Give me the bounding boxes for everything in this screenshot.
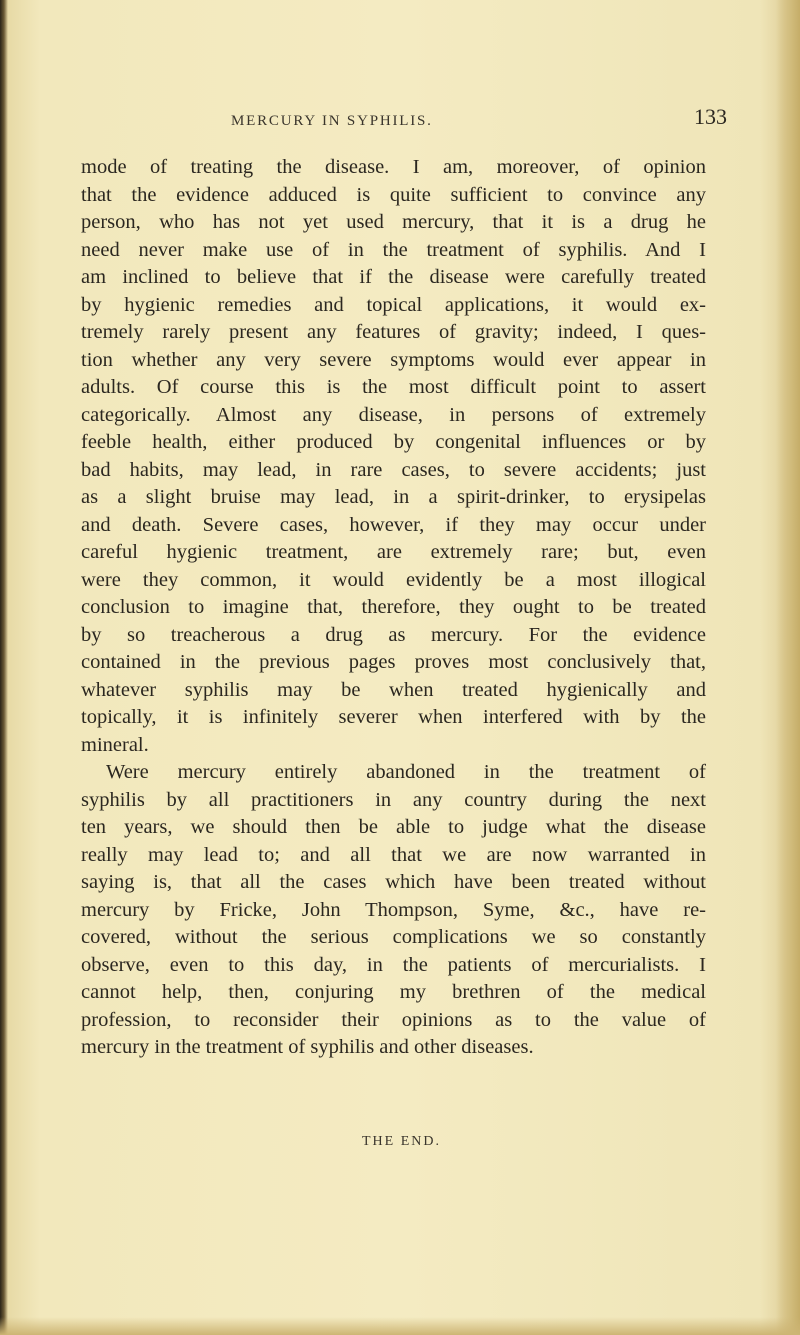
text-line: conclusion to imagine that, therefore, they ought to be treated <box>81 596 706 618</box>
text-line: observe, even to this day, in the patients of mercurialists. I <box>81 953 706 976</box>
text-line: tremely rarely present any features of gravity; indeed, I ques- <box>81 321 706 343</box>
text-line: by hygienic remedies and topical applications, it would ex- <box>81 293 706 316</box>
text-line: mercury in the treatment of syphilis and other diseases. <box>81 1036 534 1058</box>
text-line: ten years, we should then be able to judge what the disease <box>81 816 706 838</box>
text-line: and death. Severe cases, however, if they may occur under <box>81 513 706 536</box>
text-line: mineral. <box>81 733 149 756</box>
text-line: by so treacherous a drug as mercury. For the evidence <box>81 623 706 646</box>
text-line: cannot help, then, conjuring my brethren of the medical <box>81 981 706 1003</box>
text-line: syphilis by all practitioners in any country during the next <box>81 788 706 811</box>
text-line: tion whether any very severe symptoms would ever appear in <box>81 348 706 371</box>
text-line: covered, without the serious complications we so constantly <box>81 926 706 948</box>
text-line: person, who has not yet used mercury, that it is a drug he <box>81 211 706 233</box>
text-line: careful hygienic treatment, are extremely rare; but, even <box>81 541 706 563</box>
text-line: really may lead to; and all that we are now warranted in <box>81 843 706 866</box>
text-line: contained in the previous pages proves most conclusively that, <box>81 651 706 673</box>
running-head: MERCURY IN SYPHILIS. <box>231 113 433 129</box>
text-line: that the evidence adduced is quite sufficient to convince any <box>81 183 706 206</box>
text-line: Were mercury entirely abandoned in the treatment of <box>106 761 706 783</box>
text-line: mercury by Fricke, John Thompson, Syme, &c., have re- <box>81 898 706 921</box>
page-number: 133 <box>694 104 727 129</box>
text-line: adults. Of course this is the most difficult point to assert <box>81 376 706 398</box>
text-line: feeble health, either produced by congenital influences or by <box>81 431 706 453</box>
page-bottom-shadow <box>0 1317 800 1335</box>
text-line: topically, it is infinitely severer when interfered with by the <box>81 706 706 728</box>
text-line: profession, to reconsider their opinions as to the value of <box>81 1008 706 1031</box>
text-line: as a slight bruise may lead, in a spirit-drinker, to erysipelas <box>81 486 706 508</box>
page-edge-shadow <box>776 0 800 1335</box>
text-line: bad habits, may lead, in rare cases, to severe accidents; just <box>81 458 706 481</box>
text-line: am inclined to believe that if the disease were carefully treated <box>81 266 706 288</box>
text-line: were they common, it would evidently be a most illogical <box>81 568 706 591</box>
text-line: mode of treating the disease. I am, moreover, of opinion <box>81 156 706 178</box>
text-line: saying is, that all the cases which have been treated without <box>81 871 706 893</box>
end-mark: THE END. <box>362 1134 441 1149</box>
text-line: whatever syphilis may be when treated hygienically and <box>81 678 706 701</box>
text-line: categorically. Almost any disease, in persons of extremely <box>81 403 706 426</box>
body-text <box>81 154 706 1062</box>
text-line: need never make use of in the treatment of syphilis. And I <box>81 238 706 261</box>
page-binding-shadow <box>0 0 8 1335</box>
